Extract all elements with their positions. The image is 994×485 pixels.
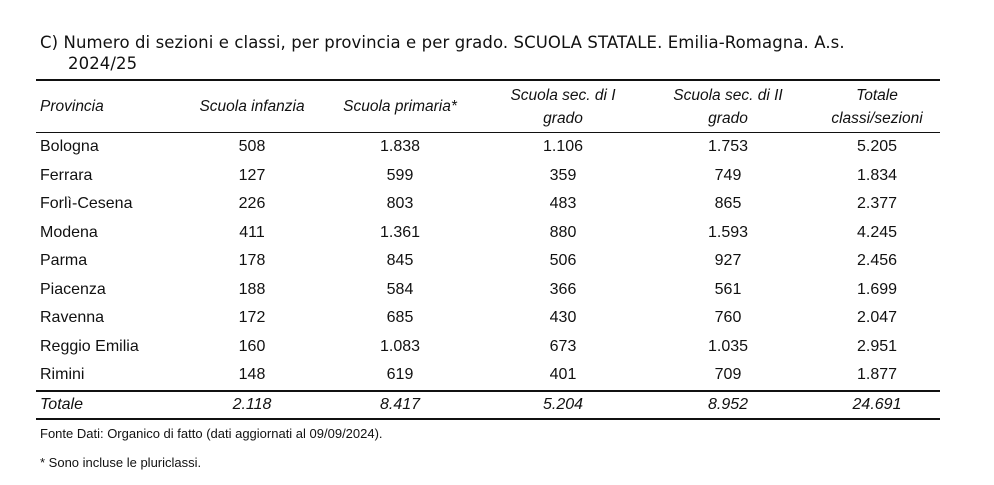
table-row xyxy=(36,304,940,333)
table-row xyxy=(36,276,940,305)
table-bottom-rule xyxy=(36,418,940,420)
province-name-cell: Ferrara xyxy=(40,166,93,184)
total-cell: 24.691 xyxy=(852,395,902,413)
table-cell: 749 xyxy=(714,166,742,184)
table-cell: 2.951 xyxy=(856,337,898,355)
table-cell: 1.106 xyxy=(542,138,584,156)
province-name-cell: Ravenna xyxy=(40,309,105,327)
table-cell: 1.838 xyxy=(379,138,421,156)
table-cell: 506 xyxy=(549,252,577,270)
total-cell: 5.204 xyxy=(542,395,584,413)
total-cell: 8.417 xyxy=(379,395,421,413)
table-header-row xyxy=(36,81,940,132)
table-cell: 401 xyxy=(549,366,577,384)
table-cell: 430 xyxy=(549,309,577,327)
table-row xyxy=(36,247,940,276)
table-cell: 685 xyxy=(386,309,414,327)
table-cell: 1.834 xyxy=(856,166,898,184)
province-name-cell: Modena xyxy=(40,223,98,241)
table-cell: 188 xyxy=(238,280,266,298)
table-cell: 599 xyxy=(386,166,414,184)
header-totale: Totale classi/sezioni xyxy=(831,86,923,127)
table-row xyxy=(36,219,940,248)
table-cell: 1.361 xyxy=(379,223,421,241)
table-cell: 1.753 xyxy=(707,138,749,156)
data-table xyxy=(36,79,940,420)
table-cell: 865 xyxy=(714,195,742,213)
table-cell: 673 xyxy=(549,337,577,355)
table-row xyxy=(36,190,940,219)
table-cell: 709 xyxy=(714,366,742,384)
province-name-cell: Bologna xyxy=(40,138,99,156)
table-cell: 508 xyxy=(238,138,266,156)
source-note: Fonte Dati: Organico di fatto (dati aggiornati al 09/09/2024). xyxy=(40,426,383,441)
table-cell: 927 xyxy=(714,252,742,270)
table-cell: 2.047 xyxy=(856,309,898,327)
table-cell: 1.877 xyxy=(856,366,898,384)
table-cell: 760 xyxy=(714,309,742,327)
table-cell: 4.245 xyxy=(856,223,898,241)
table-cell: 803 xyxy=(386,195,414,213)
province-name-cell: Parma xyxy=(40,252,88,270)
table-total-row xyxy=(36,392,940,418)
header-scuola-sec-i-grado: Scuola sec. di I grado xyxy=(510,86,616,127)
header-scuola-infanzia: Scuola infanzia xyxy=(199,98,305,115)
table-cell: 2.377 xyxy=(856,195,898,213)
table-row xyxy=(36,333,940,362)
table-cell: 1.035 xyxy=(707,337,749,355)
table-cell: 2.456 xyxy=(856,252,898,270)
province-name-cell: Forlì-Cesena xyxy=(40,195,133,213)
table-cell: 359 xyxy=(549,166,577,184)
table-row xyxy=(36,361,940,390)
table-cell: 1.083 xyxy=(379,337,421,355)
table-title xyxy=(40,32,945,74)
total-cell: 8.952 xyxy=(707,395,749,413)
table-cell: 127 xyxy=(238,166,266,184)
table-cell: 561 xyxy=(714,280,742,298)
table-cell: 366 xyxy=(549,280,577,298)
header-provincia: Provincia xyxy=(40,98,104,115)
table-cell: 178 xyxy=(238,252,266,270)
table-cell: 172 xyxy=(238,309,266,327)
province-name-cell: Reggio Emilia xyxy=(40,337,139,355)
table-cell: 483 xyxy=(549,195,577,213)
table-cell: 845 xyxy=(386,252,414,270)
table-cell: 226 xyxy=(238,195,266,213)
total-label: Totale xyxy=(40,395,83,413)
province-name-cell: Rimini xyxy=(40,366,85,384)
header-scuola-primaria: Scuola primaria* xyxy=(343,98,457,115)
header-scuola-sec-ii-grado: Scuola sec. di II grado xyxy=(673,86,783,127)
table-cell: 1.699 xyxy=(856,280,898,298)
table-row xyxy=(36,133,940,162)
table-title-line-1: C) Numero di sezioni e classi, per provincia e per grado. SCUOLA STATALE. Emilia-Romagna. A.s. xyxy=(40,33,845,52)
table-cell: 880 xyxy=(549,223,577,241)
total-cell: 2.118 xyxy=(232,395,272,413)
table-cell: 1.593 xyxy=(707,223,749,241)
table-row xyxy=(36,162,940,191)
table-cell: 584 xyxy=(386,280,414,298)
table-cell: 5.205 xyxy=(856,138,898,156)
table-body xyxy=(36,133,940,390)
province-name-cell: Piacenza xyxy=(40,280,106,298)
table-cell: 411 xyxy=(239,223,265,241)
table-cell: 619 xyxy=(386,366,414,384)
table-cell: 148 xyxy=(238,366,266,384)
table-title-line-2: 2024/25 xyxy=(68,54,138,73)
table-cell: 160 xyxy=(238,337,266,355)
footnote: * Sono incluse le pluriclassi. xyxy=(40,455,202,470)
